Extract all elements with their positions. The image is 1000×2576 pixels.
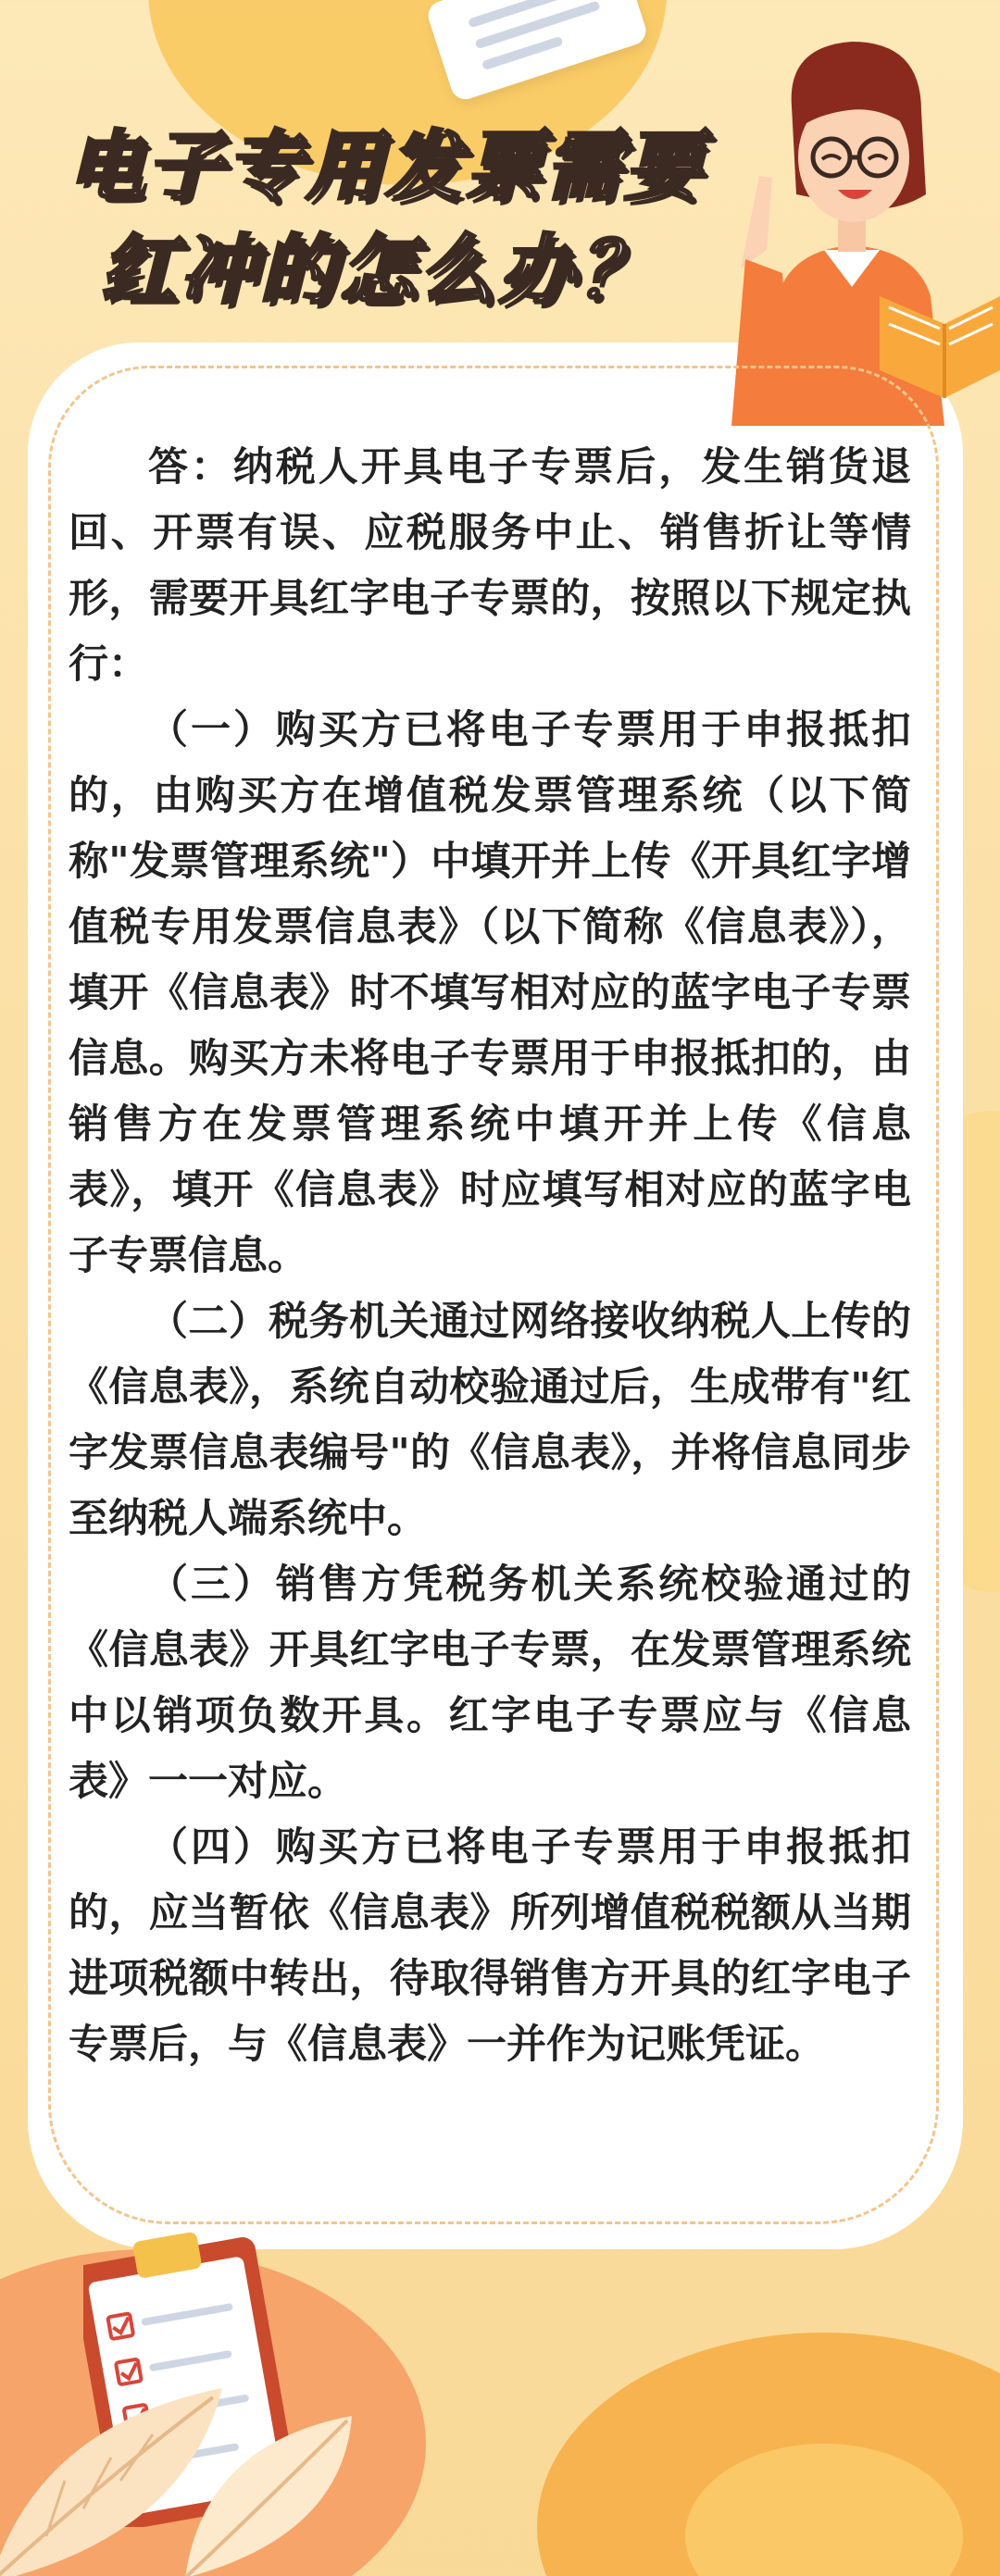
- answer-paragraph-4: （四）购买方已将电子专票用于申报抵扣的，应当暂依《信息表》所列增值税税额从当期进项税额中转出，待取得销售方开具的红字电子专票后，与《信息表》一并作为记账凭证。: [69, 1824, 911, 2068]
- title-line-1: 电子专用发票需要: [67, 123, 704, 211]
- answer-paragraph-2: （二）税务机关通过网络接收纳税人上传的《信息表》，系统自动校验通过后，生成带有"红字发票信息表编号"的《信息表》，并将信息同步至纳税人端系统中。: [69, 1299, 911, 1542]
- leaf-icon: [167, 2407, 370, 2576]
- page-title: [67, 116, 770, 323]
- answer-paragraph-3: （三）销售方凭税务机关系统校验通过的《信息表》开具红字电子专票，在发票管理系统中以销项负数开具。红字电子专票应与《信息表》一一对应。: [69, 1562, 911, 1805]
- answer-content: [69, 435, 911, 2078]
- answer-paragraph-intro: 答：纳税人开具电子专票后，发生销货退回、开票有误、应税服务中止、销售折让等情形，需要开具红字电子专票的，按照以下规定执行：: [69, 444, 911, 688]
- title-line-2: 红冲的怎么办？: [100, 227, 657, 315]
- answer-paragraph-1: （一）购买方已将电子专票用于申报抵扣的，由购买方在增值税发票管理系统（以下简称"发票管理系统"）中填开并上传《开具红字增值税专用发票信息表》（以下简称《信息表》），填开《信息表》时不填写相对应的蓝字电子专票信息。购买方未将电子专票用于申报抵扣的，由销售方在发票管理系统中填开并上传《信息表》，填开《信息表》时应填写相对应的蓝字电子专票信息。: [69, 707, 911, 1279]
